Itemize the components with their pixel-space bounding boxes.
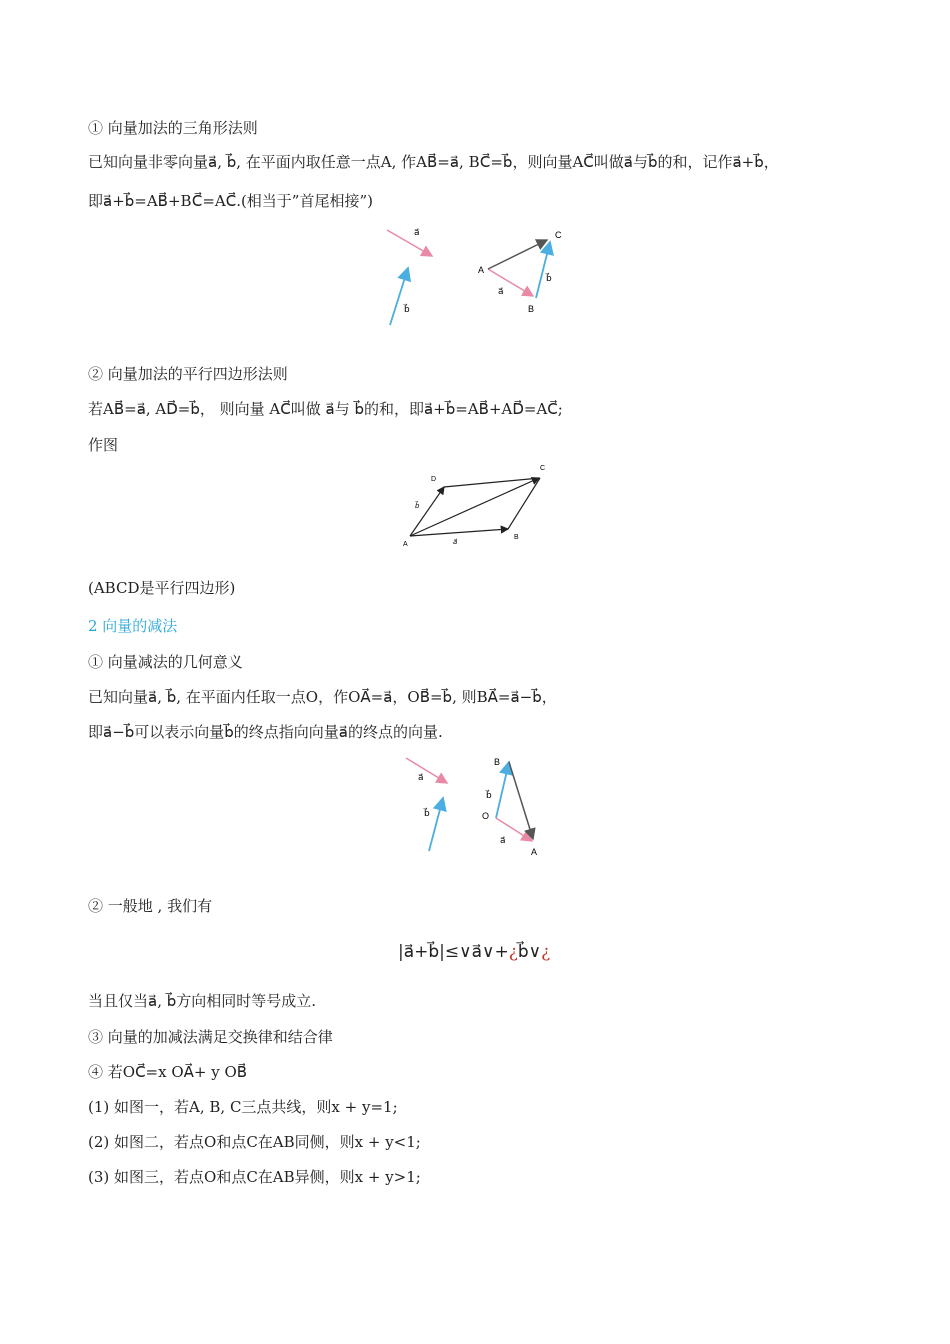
section2-caption: (ABCD是平行四边形) bbox=[88, 579, 236, 597]
triangle-inequality-formula bbox=[398, 941, 550, 963]
triangle-rule-figure bbox=[380, 222, 580, 332]
point-d-label: D bbox=[431, 476, 437, 483]
point-b-label: B bbox=[514, 534, 519, 541]
edge-bc bbox=[508, 478, 540, 529]
point-b-label: B bbox=[494, 757, 501, 767]
edge-dc bbox=[444, 478, 540, 487]
section4-item3: ③ 向量的加减法满足交换律和结合律 bbox=[88, 1028, 333, 1046]
vector-a-standalone bbox=[406, 758, 447, 783]
section3-title: ① 向量减法的几何意义 bbox=[88, 653, 243, 671]
vector-b-standalone bbox=[429, 798, 443, 851]
label-a: a⃗ bbox=[453, 539, 458, 546]
point-a-label: A bbox=[478, 265, 485, 275]
section1-title: ① 向量加法的三角形法则 bbox=[88, 119, 258, 137]
section2-line2: 作图 bbox=[88, 436, 119, 454]
section1-line2: 即a⃗+b⃗=AB⃗+BC⃗=AC⃗.(相当于”首尾相接”) bbox=[88, 192, 374, 210]
point-c-label: C bbox=[540, 465, 546, 472]
label-b: b⃗ bbox=[415, 503, 420, 510]
point-a-label: A bbox=[531, 847, 538, 857]
label-b-2: b⃗ bbox=[486, 790, 492, 800]
point-c-label: C bbox=[555, 230, 562, 240]
parallelogram-figure bbox=[398, 460, 558, 550]
vector-ba bbox=[509, 762, 533, 839]
vector-ac bbox=[410, 478, 539, 536]
vector-b-standalone bbox=[390, 268, 408, 325]
section4-title: ② 一般地 , 我们有 bbox=[88, 897, 213, 915]
formula-mid: b⃗∨ bbox=[517, 942, 542, 962]
vector-a-standalone bbox=[387, 230, 432, 256]
subtraction-figure bbox=[398, 750, 548, 860]
label-a: a⃗ bbox=[414, 227, 420, 237]
label-b: b⃗ bbox=[404, 304, 410, 314]
formula-left: |a⃗+b⃗|≤∨a⃗∨+ bbox=[398, 942, 509, 962]
point-a-label: A bbox=[403, 541, 408, 548]
section4-item4: ④ 若OC⃗=x OA⃗+ y OB⃗ bbox=[88, 1063, 248, 1081]
section3-line2: 即a⃗−b⃗可以表示向量b⃗的终点指向向量a⃗的终点的向量. bbox=[88, 723, 443, 741]
section2-title: ② 向量加法的平行四边形法则 bbox=[88, 365, 288, 383]
formula-q1: ¿ bbox=[508, 942, 518, 962]
vector-ob bbox=[496, 762, 509, 818]
vector-ab bbox=[410, 529, 508, 536]
label-a-2: a⃗ bbox=[500, 835, 506, 845]
label-b-2: b⃗ bbox=[546, 273, 552, 283]
formula-q2: ¿ bbox=[541, 942, 551, 962]
vector-bc bbox=[536, 242, 550, 298]
section4-sub2: (2) 如图二，若点O和点C在AB同侧，则x + y<1; bbox=[88, 1133, 421, 1151]
section4-sub1: (1) 如图一，若A, B, C三点共线，则x + y=1; bbox=[88, 1098, 398, 1116]
section-heading-subtraction: 2 向量的减法 bbox=[88, 617, 178, 635]
label-b: b⃗ bbox=[424, 808, 430, 818]
vector-ab bbox=[488, 269, 533, 296]
section1-line1: 已知向量非零向量a⃗, b⃗, 在平面内取任意一点A, 作AB⃗=a⃗, BC⃗=b⃗，则向量AC⃗叫做a⃗与b⃗的和，记作a⃗+b⃗， bbox=[88, 153, 779, 171]
section2-line1: 若AB⃗=a⃗, AD⃗=b⃗， 则向量 AC⃗叫做 a⃗与 b⃗的和，即a⃗+b⃗=AB⃗+AD⃗=AC⃗; bbox=[88, 400, 563, 418]
label-a: a⃗ bbox=[418, 772, 424, 782]
section4-sub3: (3) 如图三，若点O和点C在AB异侧，则x + y>1; bbox=[88, 1168, 421, 1186]
section3-line1: 已知向量a⃗, b⃗, 在平面内任取一点O，作OA⃗=a⃗，OB⃗=b⃗, 则BA⃗=a⃗−b⃗， bbox=[88, 688, 557, 706]
label-a-2: a⃗ bbox=[498, 286, 504, 296]
vector-ac bbox=[488, 240, 547, 269]
section4-line1: 当且仅当a⃗, b⃗方向相同时等号成立. bbox=[88, 992, 317, 1010]
point-o-label: O bbox=[482, 811, 490, 821]
point-b-label: B bbox=[528, 304, 535, 314]
